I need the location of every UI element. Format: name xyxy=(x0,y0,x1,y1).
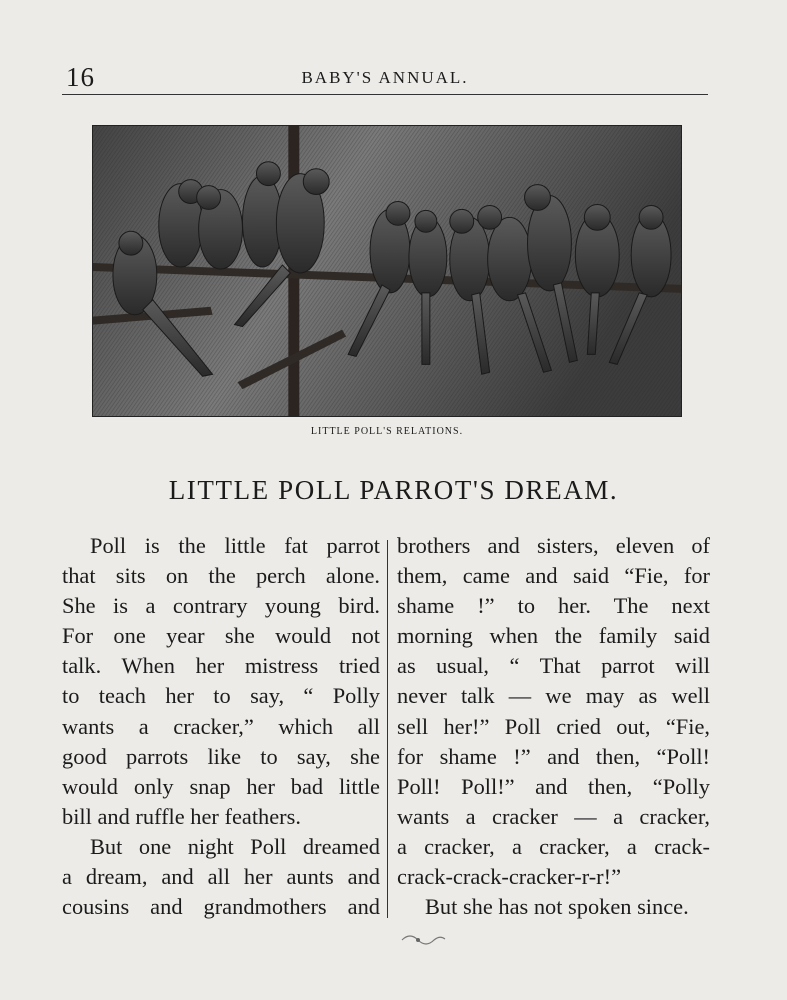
text-line: She is a contrary young bird. xyxy=(62,593,380,619)
text-line: cousins and grandmothers and xyxy=(62,894,380,920)
text-line: a cracker, a cracker, a crack- xyxy=(397,833,710,859)
text-line: as usual, “ That parrot will xyxy=(397,653,710,679)
text-line: them, came and said “Fie, for xyxy=(397,563,710,589)
text-line: wants a cracker — a cracker, xyxy=(397,803,710,829)
text-line: sell her!” Poll cried out, “Fie, xyxy=(397,713,710,739)
text-line: a dream, and all her aunts and xyxy=(62,864,380,890)
parrots-illustration xyxy=(92,125,682,417)
text-line: that sits on the perch alone. xyxy=(62,563,380,589)
text-line: shame !” to her. The next xyxy=(397,593,710,619)
text-line: But she has not spoken since. xyxy=(425,894,689,920)
text-line: wants a cracker,” which all xyxy=(62,713,380,739)
paragraph-3 xyxy=(397,892,710,922)
text-line: good parrots like to say, she xyxy=(62,743,380,769)
paragraph-2-continued xyxy=(397,531,710,892)
text-line: to teach her to say, “ Polly xyxy=(62,683,380,709)
text-line: for shame !” and then, “Poll! xyxy=(397,743,710,769)
text-line: would only snap her bad little xyxy=(62,773,380,799)
right-column xyxy=(397,531,710,922)
text-line: Poll! Poll!” and then, “Polly xyxy=(397,773,710,799)
figure-caption: LITTLE POLL'S RELATIONS. xyxy=(310,426,464,437)
text-line: bill and ruffle her feathers. xyxy=(62,803,301,829)
page-header xyxy=(62,62,708,96)
header-rule xyxy=(62,94,708,95)
text-line: But one night Poll dreamed xyxy=(90,833,380,859)
text-line: talk. When her mistress tried xyxy=(62,653,380,679)
running-head: BABY'S ANNUAL. xyxy=(301,68,469,87)
text-line: brothers and sisters, eleven of xyxy=(397,533,710,558)
ornament-icon xyxy=(398,930,448,950)
paragraph-1 xyxy=(62,531,380,832)
left-column xyxy=(62,531,380,922)
paragraph-2 xyxy=(62,832,380,922)
text-line: morning when the family said xyxy=(397,623,710,649)
parrots-engraving xyxy=(93,126,681,416)
text-line: never talk — we may as well xyxy=(397,683,710,709)
text-line: Poll is the little fat parrot xyxy=(90,533,380,558)
column-divider xyxy=(387,540,388,918)
page-number: 16 xyxy=(66,62,95,92)
text-line: For one year she would not xyxy=(62,623,380,649)
story-title: LITTLE POLL PARROT'S DREAM. xyxy=(168,475,619,505)
text-line: crack-crack-cracker-r-r!” xyxy=(397,864,622,890)
